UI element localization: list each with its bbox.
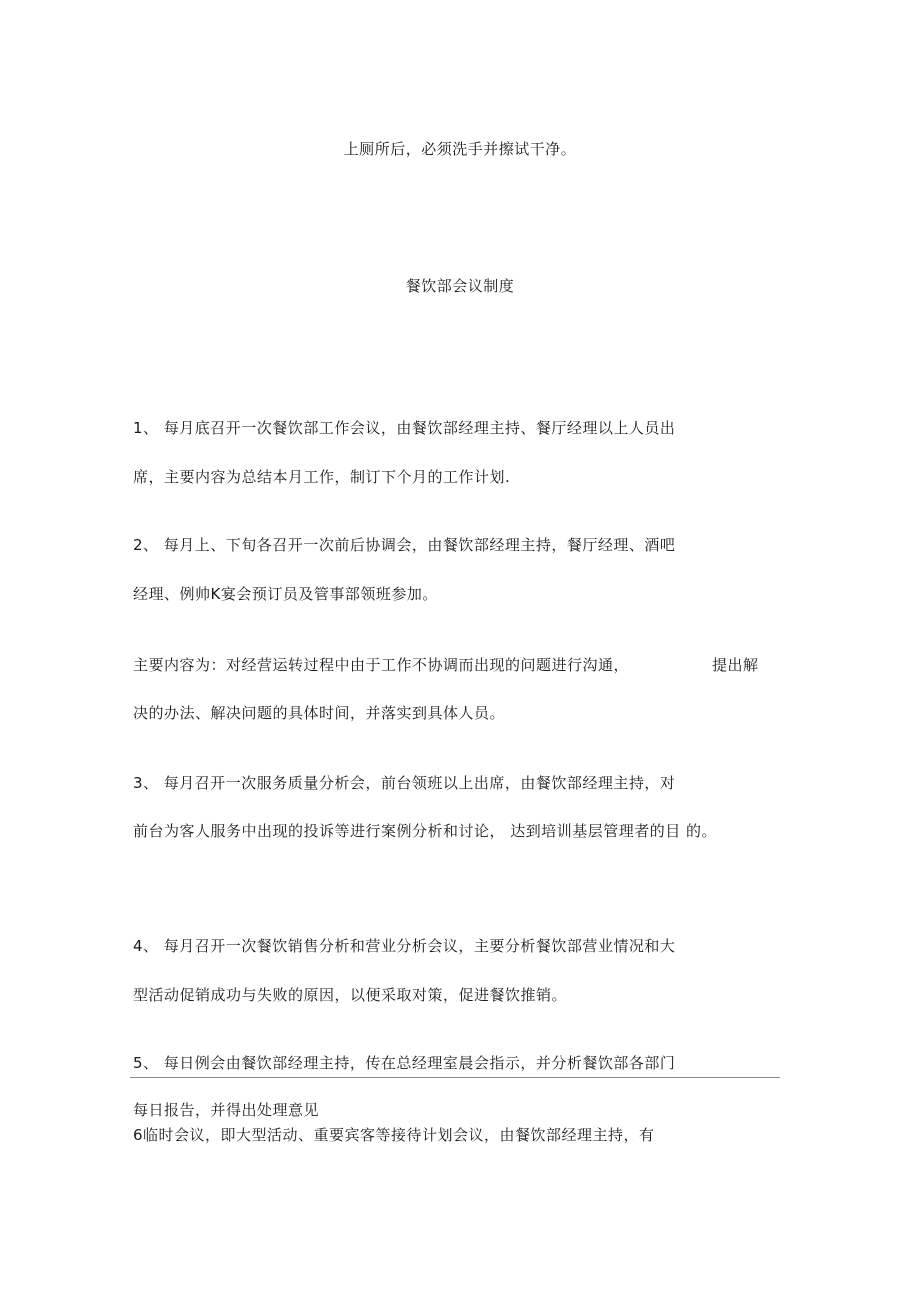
paragraph-2b-line-1: 主要内容为：对经营运转过程中由于工作不协调而出现的问题进行沟通， (133, 656, 630, 674)
paragraph-4-line-2: 型活动促销成功与失败的原因，以便采取对策，促进餐饮推销。 (133, 986, 568, 1004)
paragraph-5-line-2: 每日报告，并得出处理意见 (133, 1101, 320, 1119)
paragraph-3-line-2: 前台为客人服务中出现的投诉等进行案例分析和讨论， 达到培训基层管理者的目 的。 (133, 822, 718, 840)
paragraph-2-line-1: 2、 每月上、下旬各召开一次前后协调会，由餐饮部经理主持，餐厅经理、酒吧 (133, 536, 676, 554)
page-divider (130, 1077, 780, 1078)
paragraph-1-line-2: 席，主要内容为总结本月工作，制订下个月的工作计划. (133, 468, 511, 486)
paragraph-1-line-1: 1、 每月底召开一次餐饮部工作会议，由餐饮部经理主持、餐厅经理以上人员出 (133, 419, 676, 437)
paragraph-4-line-1: 4、 每月召开一次餐饮销售分析和营业分析会议，主要分析餐饮部营业情况和大 (133, 937, 676, 955)
page-title: 餐饮部会议制度 (405, 277, 515, 295)
paragraph-2b-line-2: 决的办法、解决问题的具体时间，并落实到具体人员。 (133, 704, 506, 722)
paragraph-3-line-1: 3、 每月召开一次服务质量分析会，前台领班以上出席，由餐饮部经理主持，对 (133, 774, 676, 792)
intro-line: 上厕所后，必须洗手并擦试干净。 (343, 140, 577, 158)
paragraph-2b-line-1-end: 提出解 (712, 656, 759, 674)
paragraph-6-line-1: 6临时会议，即大型活动、重要宾客等接待计划会议，由餐饮部经理主持，有 (133, 1126, 655, 1144)
paragraph-2-line-2: 经理、例帅K宴会预订员及管事部领班参加。 (133, 585, 438, 603)
paragraph-5-line-1: 5、 每日例会由餐饮部经理主持，传在总经理室晨会指示，并分析餐饮部各部门 (133, 1054, 676, 1072)
